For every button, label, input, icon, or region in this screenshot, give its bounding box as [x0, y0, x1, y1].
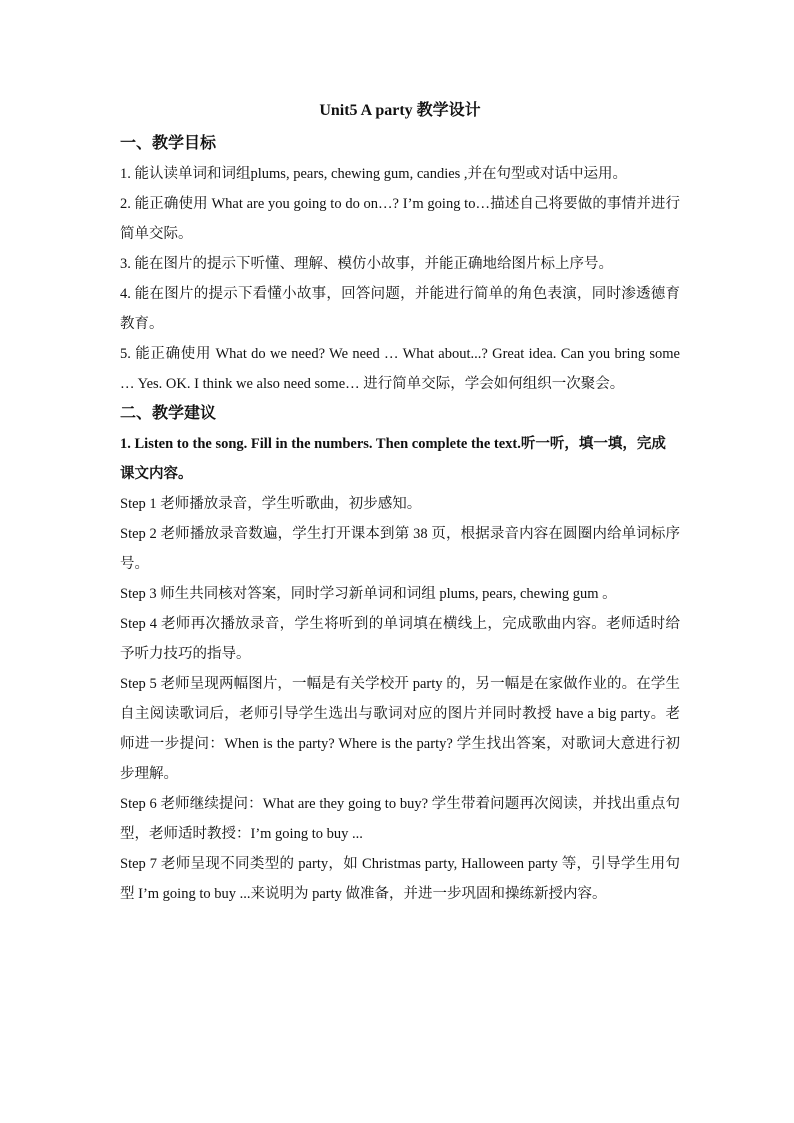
section-heading-objectives: 一、教学目标: [120, 135, 217, 152]
objective-item-1: 1. 能认读单词和词组plums, pears, chewing gum, candies ,并在句型或对话中运用。: [120, 166, 628, 182]
step-7: Step 7 老师呈现不同类型的 party，如 Christmas party, Halloween party 等，引导学生用句型 I’m going to buy ...来说明为 party 做准备，并进一步巩固和操练新授内容。: [120, 856, 680, 902]
objective-item-2: 2. 能正确使用 What are you going to do on…? I’m going to…描述自己将要做的事情并进行简单交际。: [120, 196, 680, 242]
document-title: Unit5 A party 教学设计: [319, 102, 481, 119]
step-1: Step 1 老师播放录音，学生听歌曲，初步感知。: [120, 496, 422, 512]
objective-item-3: 3. 能在图片的提示下听懂、理解、模仿小故事，并能正确地给图片标上序号。: [120, 256, 613, 272]
activity-heading: 1. Listen to the song. Fill in the numbers. Then complete the text.听一听，填一填，完成课文内容。: [120, 436, 666, 482]
step-6: Step 6 老师继续提问：What are they going to buy? 学生带着问题再次阅读，并找出重点句型，老师适时教授：I’m going to buy ...: [120, 796, 680, 842]
objective-item-5: 5. 能正确使用 What do we need? We need … What about...? Great idea. Can you bring some … Yes. OK. I think we also need some… 进行简单交际，学会如何组织一次聚会。: [120, 346, 680, 392]
step-2: Step 2 老师播放录音数遍，学生打开课本到第 38 页，根据录音内容在圆圈内给单词标序号。: [120, 526, 680, 572]
step-3: Step 3 师生共同核对答案，同时学习新单词和词组 plums, pears, chewing gum 。: [120, 586, 617, 602]
objective-item-4: 4. 能在图片的提示下看懂小故事，回答问题，并能进行简单的角色表演，同时渗透德育教育。: [120, 286, 680, 332]
document-page: [120, 100, 680, 909]
step-5: Step 5 老师呈现两幅图片，一幅是有关学校开 party 的，另一幅是在家做作业的。在学生自主阅读歌词后，老师引导学生选出与歌词对应的图片并同时教授 have a big party。老师进一步提问：When is the party? Where is the party? 学生找出答案，对歌词大意进行初步理解。: [120, 676, 680, 782]
section-heading-suggestions: 二、教学建议: [120, 405, 217, 422]
step-4: Step 4 老师再次播放录音，学生将听到的单词填在横线上，完成歌曲内容。老师适时给予听力技巧的指导。: [120, 616, 680, 662]
